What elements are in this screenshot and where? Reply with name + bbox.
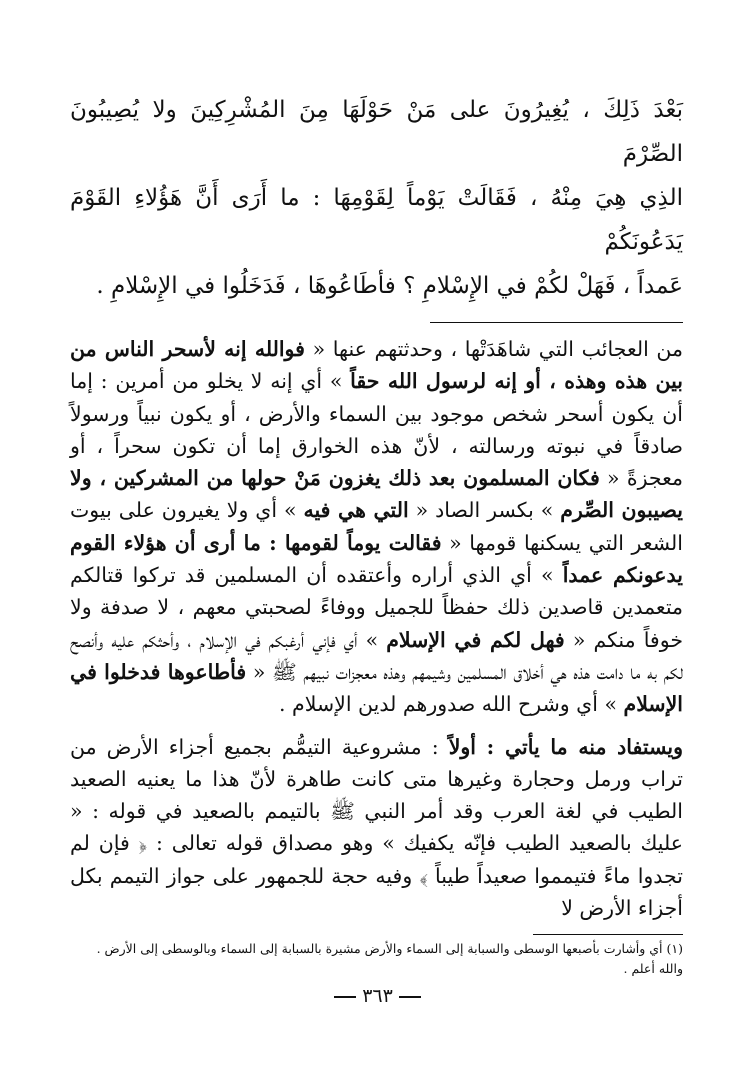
footnote-line: والله أعلم . (623, 961, 683, 977)
footnote-rule (533, 934, 683, 935)
explanation-text (70, 333, 683, 924)
lessons-heading: ويستفاد منه ما يأتي : أولاً (448, 734, 683, 759)
lessons-paragraph: ويستفاد منه ما يأتي : أولاً : مشروعية التيمُّم بجميع أجزاء الأرض من تراب ورمل وحجارة وغيرها متى كانت طاهرة لأنّ هذا ما يعنيه الصعيد الطيب في لغة العرب وقد أمر النبي ﷺ بالتيمم بالصعيد في قوله : « عليك بالصعيد الطيب فإنّه يكفيك » وهو مصداق قوله تعالى : ﴿ فإن لم تجدوا ماءً فتيمموا صعيداً طيباً ﴾ وفيه حجة للجمهور على جواز التيمم بكل أجزاء الأرض لا (70, 734, 683, 921)
explanation-paragraph: من العجائب التي شاهَدَتْها ، وحدثتهم عنها « فوالله إنه لأسحر الناس من بين هذه وهذه ، أو إنه لرسول الله حقاً » أي إنه لا يخلو من أمرين : إما أن يكون أسحر شخص موجود بين السماء والأرض ، أو يكون نبياً ورسولاً صادقاً في نبوته ورسالته ، لأنّ هذه الخوارق إما أن تكون سحراً ، أو معجزةً « فكان المسلمون بعد ذلك يغزون مَنْ حولها من المشركين ، ولا يصيبون الصِّرم » بكسر الصاد « التي هي فيه » أي ولا يغيرون على بيوت الشعر التي يسكنها قومها « فقالت يوماً لقومها : ما أرى أن هؤلاء القوم يدعونكم عمداً » أي الذي أراره وأعتقده أن المسلمين قد تركوا قتالكم متعمدين قاصدين ذلك حفظاً للجميل ووفاءً لصحبتي معهم ، لا صدفة ولا خوفاً منكم « فهل لكم في الإسلام » أي فإني أرغبكم في الإسلام ، وأحثكم عليه وأنصح لكم به ما دامت هذه هي أخلاق المسلمين وشيمهم وهذه معجزات نبيهم ﷺ « فأطاعوها فدخلوا في الإسلام » أي وشرح الله صدورهم لدين الإسلام . (70, 337, 684, 717)
quoted-hadith: فأطاعوها فدخلوا في الإسلام (70, 659, 683, 717)
hadith-text (70, 88, 683, 308)
hadith-line: عَمداً ، فَهَلْ لكُمْ في الإِسْلامِ ؟ فأطَاعُوهَا ، فَدَخَلُوا في الإِسْلامِ . (96, 273, 683, 299)
hadith-line: بَعْدَ ذَلِكَ ، يُغِيرُونَ على مَنْ حَوْلَهَا مِنَ المُشْرِكِينَ ولا يُصِيبُونَ الصِّرْمَ (70, 97, 683, 167)
footnote-line: (١) أي وأشارت بأصبعها الوسطى والسبابة إلى السماء والأرض مشيرة بالسبابة إلى السماء وبالوسطى إلى الأرض . (96, 941, 683, 957)
footnote (70, 939, 683, 979)
quoted-hadith: فهل لكم في الإسلام (386, 627, 565, 652)
page-number-dash (399, 996, 421, 998)
page-number: ٣٦٣ (0, 985, 755, 1007)
section-divider (430, 322, 683, 323)
quoted-hadith: فوالله إنه لأسحر الناس من بين هذه وهذه ، أو إنه لرسول الله حقاً (70, 337, 683, 394)
page-number-dash (334, 996, 356, 998)
hadith-line: الذِي هِيَ مِنْهُ ، فَقَالَتْ يَوْماً لِقَوْمِهَا : ما أَرَى أَنَّ هَؤُلاءِ القَوْمَ يَدَعُونَكُمْ (70, 185, 683, 255)
quoted-hadith: فقالت يوماً لقومها : ما أرى أن هؤلاء القوم يدعونكم عمداً (70, 530, 683, 588)
quoted-hadith: التي هي فيه (303, 498, 409, 523)
quoted-hadith: فكان المسلمون بعد ذلك يغزون مَنْ حولها من المشركين ، ولا يصيبون الصِّرم (70, 466, 684, 523)
